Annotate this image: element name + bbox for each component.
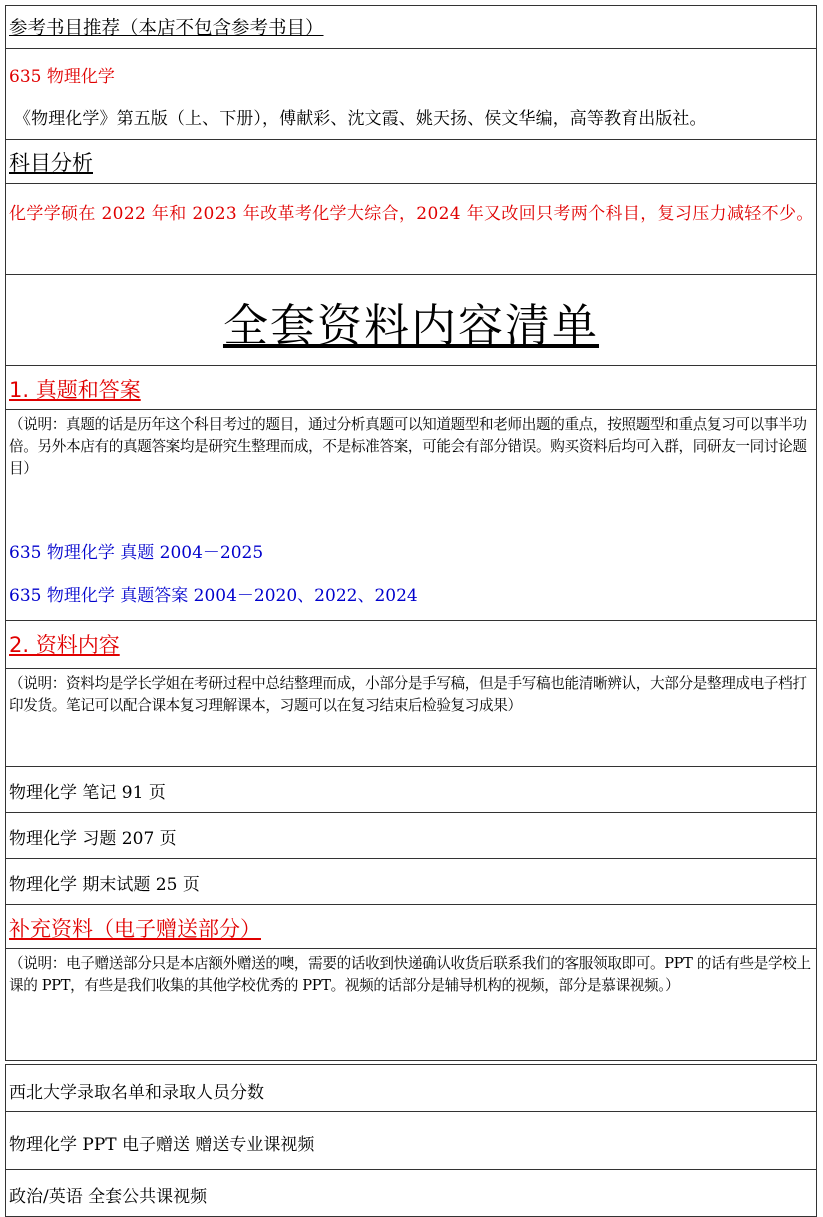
section2-note: （说明：资料均是学长学姐在考研过程中总结整理而成，小部分是手写稿，但是手写稿也能清晰辨认，大部分是整理成电子档打印发货。笔记可以配合课本复习理解课本，习题可以在复习结束后检验复习成果） bbox=[9, 675, 807, 714]
list-item bbox=[5, 1112, 817, 1170]
section3-heading: 补充资料（电子赠送部分） bbox=[9, 917, 261, 941]
list-item bbox=[5, 1064, 817, 1112]
page-title: 全套资料内容清单 bbox=[222, 299, 599, 352]
list-item bbox=[5, 859, 817, 905]
section2-heading: 2. 资料内容 bbox=[9, 633, 120, 657]
subject-code-title: 635 物理化学 bbox=[9, 67, 115, 87]
section1-item: 635 物理化学 真题答案 2004－2020、2022、2024 bbox=[9, 586, 418, 606]
big-title-row bbox=[5, 275, 817, 366]
list-item bbox=[5, 767, 817, 813]
section3-note: （说明：电子赠送部分只是本店额外赠送的噢，需要的话收到快递确认收货后联系我们的客服领取即可。PPT 的话有些是学校上课的 PPT，有些是我们收集的其他学校优秀的 PPT。视频的话部分是辅导机构的视频，部分是慕课视频。） bbox=[9, 955, 811, 994]
section1-heading-row bbox=[5, 366, 817, 410]
reference-book-row bbox=[5, 49, 817, 140]
section3-item: 西北大学录取名单和录取人员分数 bbox=[9, 1083, 264, 1103]
section2-item: 物理化学 习题 207 页 bbox=[9, 829, 177, 849]
analysis-header-row bbox=[5, 140, 817, 184]
analysis-row bbox=[5, 184, 817, 275]
section2-item: 物理化学 期末试题 25 页 bbox=[9, 875, 200, 895]
reference-header: 参考书目推荐（本店不包含参考书目） bbox=[9, 18, 324, 39]
section2-heading-row bbox=[5, 621, 817, 669]
analysis-text: 化学学硕在 2022 年和 2023 年改革考化学大综合，2024 年又改回只考两个科目，复习压力减轻不少。 bbox=[9, 204, 814, 224]
section3-note-row bbox=[5, 949, 817, 1061]
analysis-header: 科目分析 bbox=[9, 151, 93, 175]
section1-item: 635 物理化学 真题 2004－2025 bbox=[9, 543, 264, 563]
section1-note: （说明：真题的话是历年这个科目考过的题目，通过分析真题可以知道题型和老师出题的重点，按照题型和重点复习可以事半功倍。另外本店有的真题答案均是研究生整理而成，不是标准答案，可能会有部分错误。购买资料后均可入群，同研友一同讨论题目） bbox=[9, 416, 807, 477]
section1-body bbox=[5, 410, 817, 621]
section3-item: 物理化学 PPT 电子赠送 赠送专业课视频 bbox=[9, 1135, 315, 1155]
section3-heading-row bbox=[5, 905, 817, 949]
list-item bbox=[5, 1170, 817, 1217]
list-item bbox=[5, 813, 817, 859]
section1-heading: 1. 真题和答案 bbox=[9, 378, 141, 402]
section3-item: 政治/英语 全套公共课视频 bbox=[9, 1187, 208, 1207]
section2-item: 物理化学 笔记 91 页 bbox=[9, 783, 166, 803]
reference-header-row bbox=[5, 5, 817, 49]
reference-book: 《物理化学》第五版（上、下册），傅献彩、沈文霞、姚天扬、侯文华编，高等教育出版社。 bbox=[14, 109, 707, 129]
document-table bbox=[5, 5, 817, 1217]
section2-note-row bbox=[5, 669, 817, 767]
